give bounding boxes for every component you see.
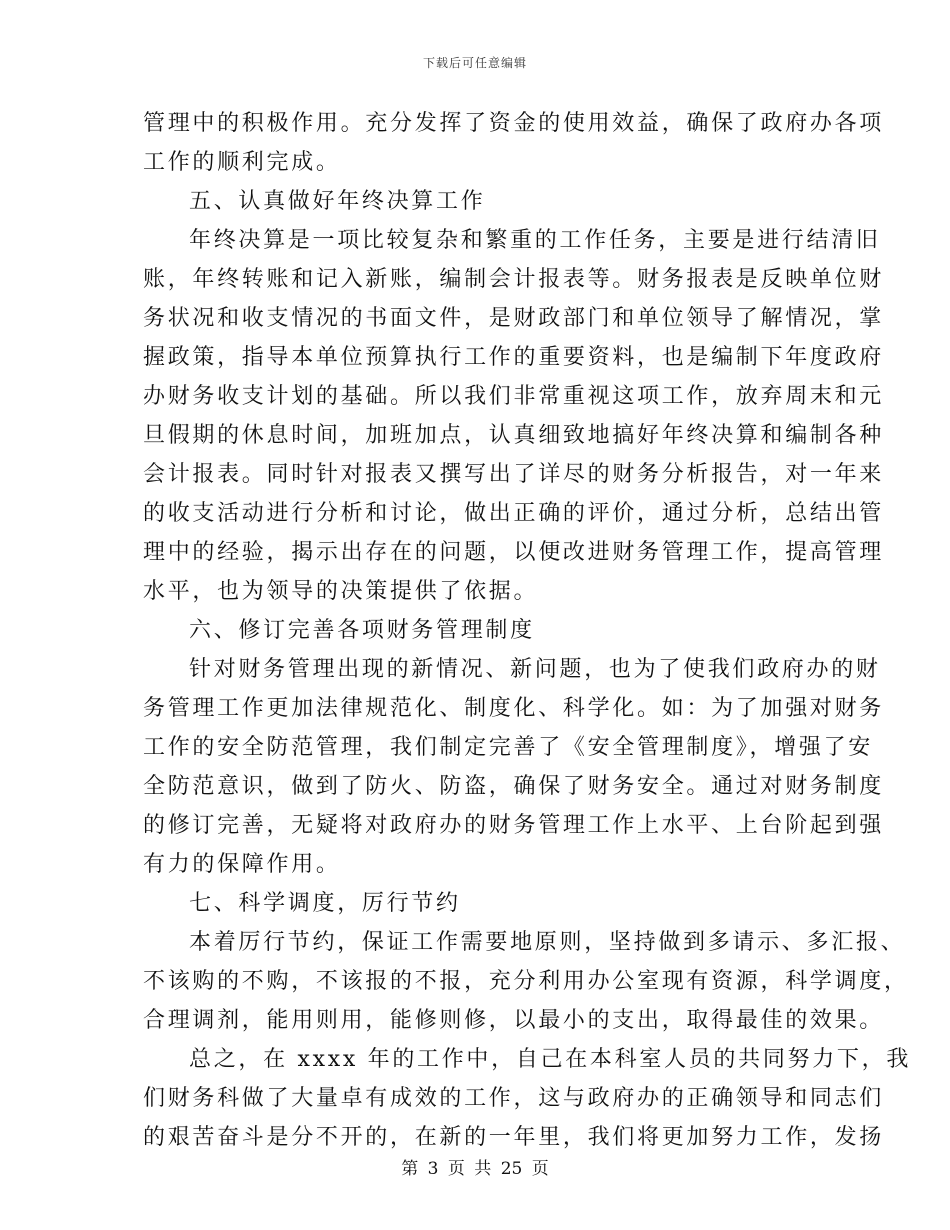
text-line: 的修订完善，无疑将对政府办的财务管理工作上水平、上台阶起到强: [143, 813, 885, 838]
page-footer: 第 3 页 共 25 页: [401, 1159, 549, 1179]
text-line: 水平，也为领导的决策提供了依据。: [143, 579, 539, 604]
text-line: 针对财务管理出现的新情况、新问题，也为了使我们政府办的财: [189, 657, 881, 682]
text-line: 五、认真做好年终决算工作: [189, 189, 486, 214]
text-line: 务状况和收支情况的书面文件，是财政部门和单位领导了解情况，掌: [143, 306, 885, 331]
text-line: 七、科学调度，厉行节约: [189, 891, 461, 916]
text-line: 务管理工作更加法律规范化、制度化、科学化。如：为了加强对财务: [143, 696, 885, 721]
document-body: [143, 104, 912, 1157]
text-line: 年终决算是一项比较复杂和繁重的工作任务，主要是进行结清旧: [189, 228, 881, 253]
text-line: 的收支活动进行分析和讨论，做出正确的评价，通过分析，总结出管: [143, 501, 885, 526]
text-line: 有力的保障作用。: [143, 852, 341, 877]
text-line: 握政策，指导本单位预算执行工作的重要资料，也是编制下年度政府: [143, 345, 885, 370]
text-line: 理中的经验，揭示出存在的问题，以便改进财务管理工作，提高管理: [143, 540, 885, 565]
text-line: 们财务科做了大量卓有成效的工作，这与政府办的正确领导和同志们: [143, 1086, 885, 1111]
text-line: 本着厉行节约，保证工作需要地原则，坚持做到多请示、多汇报、: [189, 930, 906, 955]
text-line: 会计报表。同时针对报表又撰写出了详尽的财务分析报告，对一年来: [143, 462, 885, 487]
text-line: 的艰苦奋斗是分不开的，在新的一年里，我们将更加努力工作，发扬: [143, 1125, 885, 1150]
text-line: 旦假期的休息时间，加班加点，认真细致地搞好年终决算和编制各种: [143, 423, 885, 448]
text-line: 全防范意识，做到了防火、防盗，确保了财务安全。通过对财务制度: [143, 774, 885, 799]
text-line: 办财务收支计划的基础。所以我们非常重视这项工作，放弃周末和元: [143, 384, 885, 409]
text-line: 工作的顺利完成。: [143, 150, 341, 175]
text-line: 不该购的不购，不该报的不报，充分利用办公室现有资源，科学调度，: [143, 969, 909, 994]
text-line: 六、修订完善各项财务管理制度: [189, 618, 535, 643]
header-note: 下载后可任意编辑: [422, 56, 527, 70]
text-line: 账，年终转账和记入新账，编制会计报表等。财务报表是反映单位财: [143, 267, 885, 292]
text-line: 管理中的积极作用。充分发挥了资金的使用效益，确保了政府办各项: [143, 111, 885, 136]
text-line: 合理调剂，能用则用，能修则修，以最小的支出，取得最佳的效果。: [143, 1008, 885, 1033]
text-line: 总之，在 xxxx 年的工作中，自己在本科室人员的共同努力下，我: [189, 1047, 912, 1072]
text-line: 工作的安全防范管理，我们制定完善了《安全管理制度》，增强了安: [143, 735, 874, 760]
